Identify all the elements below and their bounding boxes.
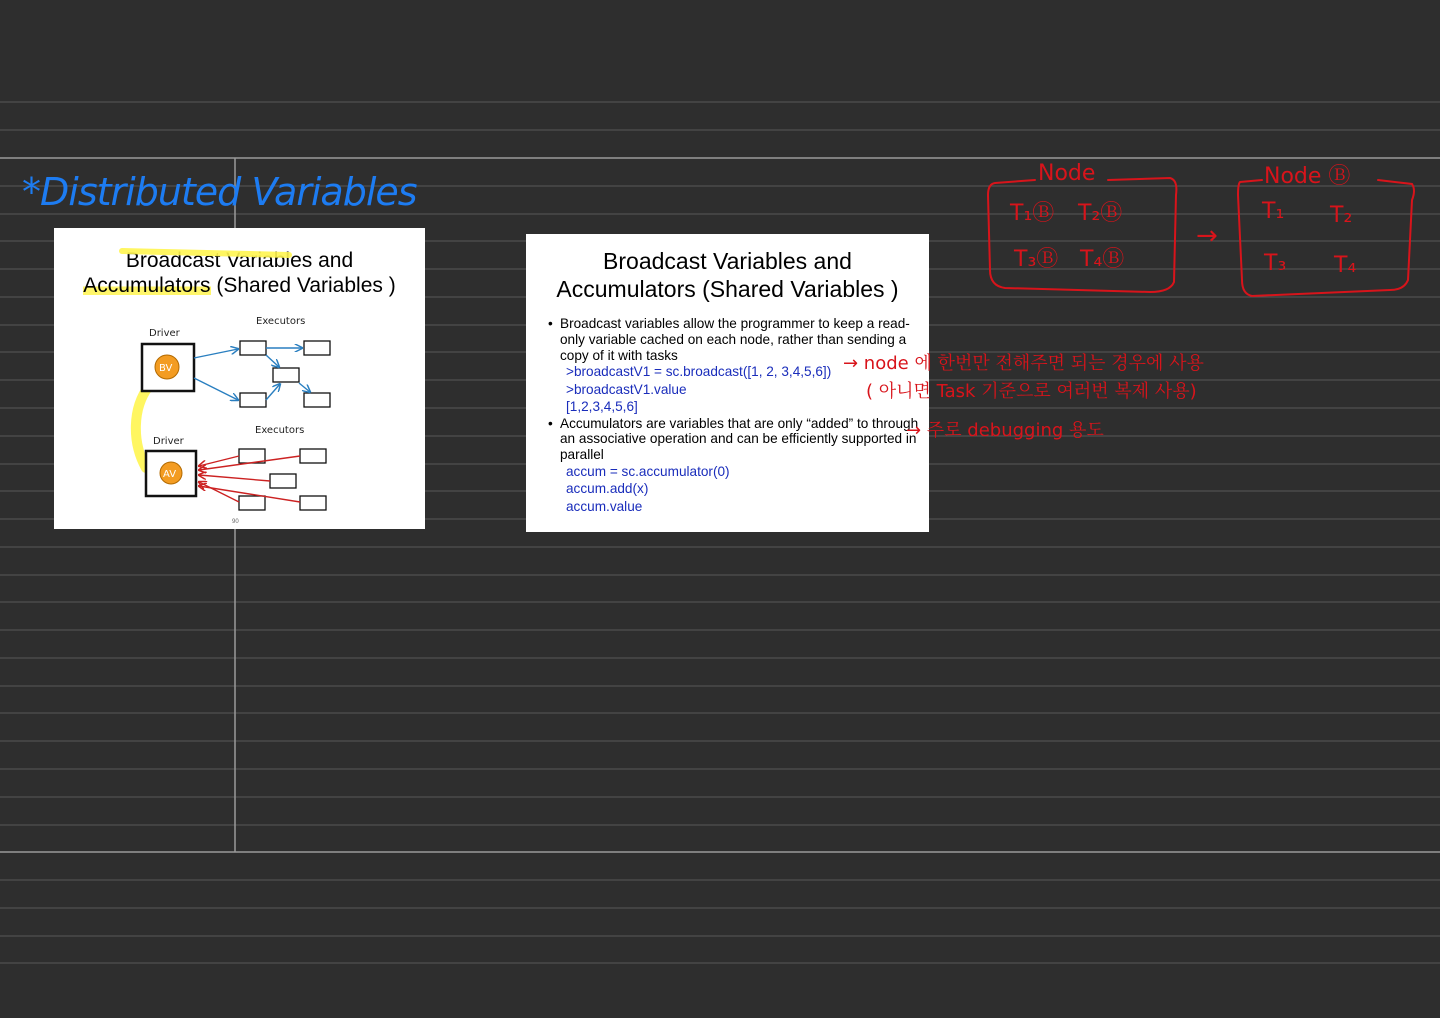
slide2-bullets: [548, 316, 920, 515]
broadcast-arrow: [194, 378, 238, 400]
executor-box: [300, 496, 326, 510]
code-line: accum = sc.accumulator(0): [566, 464, 730, 479]
driver-top-label: Driver: [149, 328, 180, 339]
slide2-title: [526, 248, 929, 303]
slide-diagram: [54, 228, 425, 529]
executors-bottom-label: Executors: [255, 425, 305, 436]
bullet-accumulator-text: Accumulators are variables that are only “added” to through an associative operation and can be efficiently supported in parallel: [560, 415, 919, 463]
broadcast-arrow: [266, 384, 280, 400]
driver-bottom-label: Driver: [153, 436, 184, 447]
node-right-label: Node Ⓑ: [1264, 164, 1351, 189]
executor-box: [239, 496, 265, 510]
bullet-dot: •: [548, 415, 553, 431]
code-line: [1,2,3,4,5,6]: [566, 399, 638, 415]
node-left-task: T₄Ⓑ: [1080, 247, 1125, 272]
node-left-task: T₂Ⓑ: [1078, 201, 1123, 226]
broadcast-arrow: [194, 349, 238, 358]
annotation-otherwise: ( 아니면 Task 기준으로 여러번 복제 사용): [866, 381, 1197, 402]
code-line: >broadcastV1.value: [566, 381, 687, 397]
node-right-task: T₁: [1262, 199, 1285, 224]
av-label: AV: [163, 469, 177, 480]
slide1-title-highlight: Accumulators: [83, 274, 211, 298]
handwritten-heading: *Distributed Variables: [22, 170, 417, 214]
bullet-accumulator: [548, 416, 920, 463]
node-left-task: T₃Ⓑ: [1014, 247, 1059, 272]
bv-label: BV: [159, 363, 173, 374]
annotation-accumulator-usage: → 주로 debugging 용도: [906, 420, 1104, 441]
slide2-title-line1: Broadcast Variables and: [603, 248, 852, 274]
code-line: accum.add(x): [566, 481, 649, 497]
slide1-title-rest: (Shared Variables ): [210, 274, 396, 298]
code-line: >broadcastV1 = sc.broadcast([1, 2, 3,4,5,6]): [566, 364, 832, 380]
node-right-task: T₄: [1334, 253, 1357, 278]
executor-box: [240, 341, 266, 355]
slide-page-number: 90: [232, 519, 239, 525]
code-line: accum.value: [566, 498, 643, 514]
executor-box: [270, 474, 296, 488]
bullet-dot: •: [548, 316, 553, 331]
slide1-title-line1: Broadcast Variables and: [125, 249, 354, 272]
executor-box: [304, 341, 330, 355]
node-left-task: T₁Ⓑ: [1010, 201, 1055, 226]
executor-box: [300, 449, 326, 463]
broadcast-accumulator-diagram: [54, 228, 425, 529]
node-left-label: Node: [1038, 161, 1096, 186]
executor-box: [273, 368, 299, 382]
annotation-broadcast-usage: → node 에 한번만 전해주면 되는 경우에 사용: [843, 353, 1204, 374]
node-arrow: →: [1196, 221, 1218, 251]
broadcast-arrow: [299, 383, 310, 392]
executor-box: [240, 393, 266, 407]
broadcast-arrow: [266, 355, 279, 367]
node-right-task: T₃: [1264, 251, 1287, 276]
accumulator-code-block: [548, 463, 920, 515]
executors-top-label: Executors: [256, 316, 306, 327]
node-right-task: T₂: [1330, 203, 1353, 228]
slide2-title-line2: Accumulators (Shared Variables ): [556, 275, 899, 302]
accumulate-arrow: [199, 475, 270, 481]
bullet-broadcast-text: Broadcast variables allow the programmer to keep a read-only variable cached on each node, rather than sending a copy of it with tasks: [560, 316, 910, 363]
accumulate-arrow: [199, 456, 239, 466]
executor-box: [304, 393, 330, 407]
highlight-stroke: [122, 251, 289, 255]
